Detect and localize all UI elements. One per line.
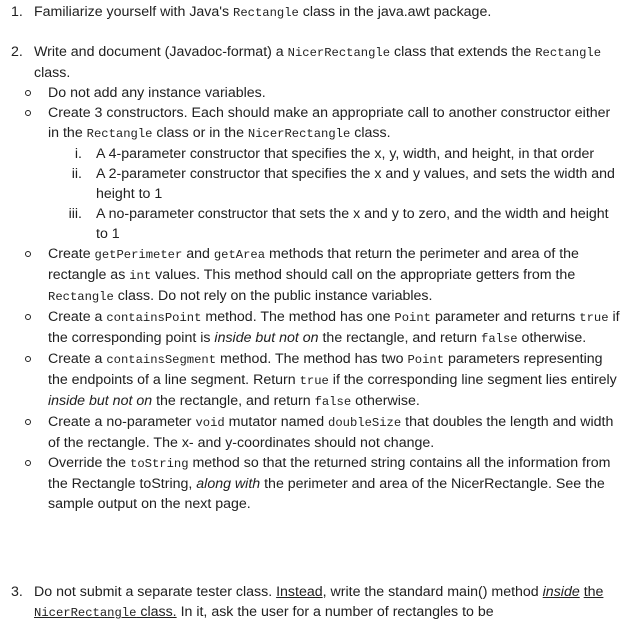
list-item: Create getPerimeter and getArea methods that return the perimeter and area of the rectangle as int values. This method should call on the appropriate getters from the Rectangle class. Do not rely on the public instance variables. xyxy=(0,244,621,307)
list-item: ii. A 2-parameter constructor that specifies the x and y values, and sets the width and height to 1 xyxy=(71,166,615,202)
list-item: i. A 4-parameter constructor that specifies the x, y, width, and height, in that order xyxy=(74,146,595,162)
hollow-bullet-icon xyxy=(25,90,31,96)
list-item: Create a containsSegment method. The method has two Point parameters representing the endpoints of a line segment. Return true if the corresponding line segment lies entirely inside but not on the rectangle, and return false otherwise. xyxy=(0,349,621,412)
hollow-bullet-icon xyxy=(25,460,31,466)
item-number: 2. xyxy=(11,44,23,60)
list-item: Override the toString method so that the returned string contains all the information from the Rectangle toString, along with the perimeter and area of the NicerRectangle. See the sample output on the next page. xyxy=(0,453,621,514)
item-text: Write and document (Javadoc-format) a NicerRectangle class that extends the Rectangle class. xyxy=(34,44,602,81)
list-item: Create 3 constructors. Each should make an appropriate call to another constructor either in the Rectangle class or in the NicerRectangle class. i. A 4-parameter constructor that specifies the x, y, width, and height, in that order ii. A 2-parameter constructor that specifies the x and y values, and sets the width and height to 1 iii. A no-parameter constructor that sets the x and y to zero, and the width and height to 1 xyxy=(0,103,621,244)
list-item: Do not add any instance variables. xyxy=(0,83,621,103)
hollow-bullet-icon xyxy=(25,251,31,257)
item-text: Familiarize yourself with Java's Rectangle class in the java.awt package. xyxy=(34,4,492,20)
list-item: Create a containsPoint method. The method has one Point parameter and returns true if the corresponding point is inside but not on the rectangle, and return false otherwise. xyxy=(0,307,621,349)
list-item: iii. A no-parameter constructor that sets the x and y to zero, and the width and height to 1 xyxy=(68,206,609,242)
item-number: 1. xyxy=(11,4,23,20)
list-item-1 xyxy=(0,2,621,23)
hollow-bullet-icon xyxy=(25,419,31,425)
hollow-bullet-icon xyxy=(25,356,31,362)
list-item-3 xyxy=(0,582,621,623)
requirements-list xyxy=(0,83,621,514)
constructor-list xyxy=(48,144,621,244)
hollow-bullet-icon xyxy=(25,110,31,116)
item-text: Do not submit a separate tester class. Instead, write the standard main() method inside the NicerRectangle class. In it, ask the user for a number of rectangles to be xyxy=(34,584,604,620)
hollow-bullet-icon xyxy=(25,314,31,320)
list-item-2 xyxy=(0,42,621,514)
item-number: 3. xyxy=(11,584,23,600)
list-item: Create a no-parameter void mutator named doubleSize that doubles the length and width of the rectangle. The x- and y-coordinates should not change. xyxy=(0,412,621,453)
